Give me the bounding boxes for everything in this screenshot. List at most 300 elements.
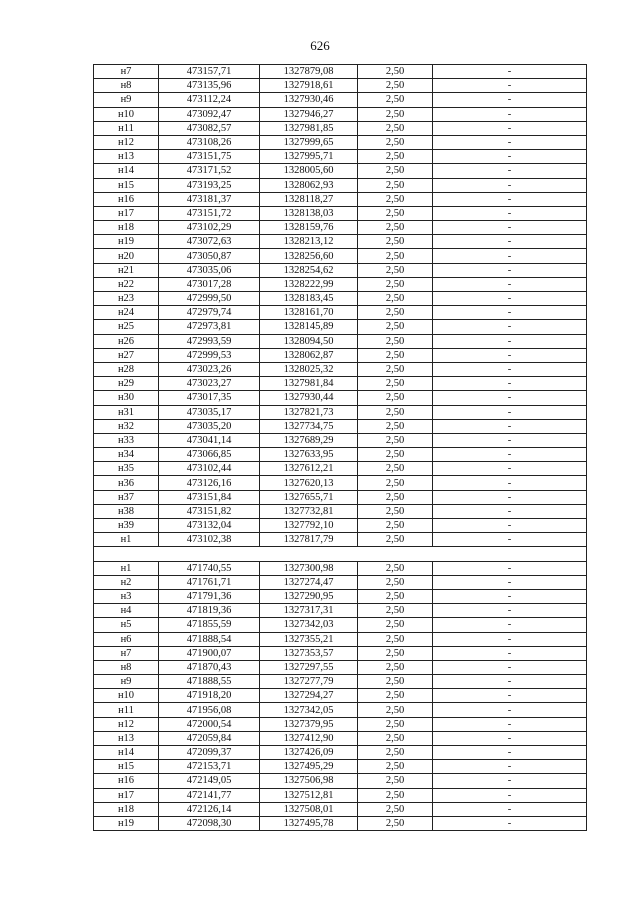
x-coordinate-cell: 473151,72 <box>159 206 260 220</box>
point-label-cell: н9 <box>94 93 159 107</box>
table-row <box>94 519 587 533</box>
x-coordinate-cell: 472999,50 <box>159 292 260 306</box>
table-row <box>94 646 587 660</box>
x-coordinate-cell: 473050,87 <box>159 249 260 263</box>
table-row <box>94 433 587 447</box>
accuracy-cell: 2,50 <box>358 433 433 447</box>
point-label-cell: н13 <box>94 731 159 745</box>
x-coordinate-cell: 473132,04 <box>159 519 260 533</box>
point-label-cell: н27 <box>94 348 159 362</box>
y-coordinate-cell: 1327355,21 <box>260 632 358 646</box>
accuracy-cell: 2,50 <box>358 93 433 107</box>
point-label-cell: н34 <box>94 448 159 462</box>
table-row <box>94 334 587 348</box>
note-cell: - <box>433 192 587 206</box>
x-coordinate-cell: 473151,82 <box>159 504 260 518</box>
point-label-cell: н12 <box>94 717 159 731</box>
table-row <box>94 192 587 206</box>
x-coordinate-cell: 473151,84 <box>159 490 260 504</box>
accuracy-cell: 2,50 <box>358 703 433 717</box>
point-label-cell: н21 <box>94 263 159 277</box>
accuracy-cell: 2,50 <box>358 164 433 178</box>
x-coordinate-cell: 473035,06 <box>159 263 260 277</box>
accuracy-cell: 2,50 <box>358 405 433 419</box>
table-body <box>94 65 587 831</box>
x-coordinate-cell: 471888,54 <box>159 632 260 646</box>
note-cell: - <box>433 561 587 575</box>
table-row <box>94 632 587 646</box>
y-coordinate-cell: 1327379,95 <box>260 717 358 731</box>
table-row <box>94 816 587 830</box>
accuracy-cell: 2,50 <box>358 419 433 433</box>
y-coordinate-cell: 1327999,65 <box>260 135 358 149</box>
accuracy-cell: 2,50 <box>358 320 433 334</box>
table-row <box>94 93 587 107</box>
y-coordinate-cell: 1327342,05 <box>260 703 358 717</box>
note-cell: - <box>433 419 587 433</box>
point-label-cell: н7 <box>94 65 159 79</box>
x-coordinate-cell: 472099,37 <box>159 746 260 760</box>
y-coordinate-cell: 1328161,70 <box>260 306 358 320</box>
x-coordinate-cell: 471740,55 <box>159 561 260 575</box>
accuracy-cell: 2,50 <box>358 334 433 348</box>
table-row <box>94 533 587 547</box>
note-cell: - <box>433 490 587 504</box>
accuracy-cell: 2,50 <box>358 277 433 291</box>
x-coordinate-cell: 473126,16 <box>159 476 260 490</box>
table-row <box>94 221 587 235</box>
point-label-cell: н3 <box>94 589 159 603</box>
note-cell: - <box>433 448 587 462</box>
note-cell: - <box>433 135 587 149</box>
y-coordinate-cell: 1327946,27 <box>260 107 358 121</box>
point-label-cell: н39 <box>94 519 159 533</box>
note-cell: - <box>433 618 587 632</box>
y-coordinate-cell: 1327612,21 <box>260 462 358 476</box>
note-cell: - <box>433 433 587 447</box>
note-cell: - <box>433 405 587 419</box>
note-cell: - <box>433 788 587 802</box>
accuracy-cell: 2,50 <box>358 448 433 462</box>
accuracy-cell: 2,50 <box>358 476 433 490</box>
y-coordinate-cell: 1327274,47 <box>260 575 358 589</box>
accuracy-cell: 2,50 <box>358 802 433 816</box>
note-cell: - <box>433 391 587 405</box>
y-coordinate-cell: 1327495,29 <box>260 760 358 774</box>
table-row <box>94 604 587 618</box>
note-cell: - <box>433 263 587 277</box>
y-coordinate-cell: 1327732,81 <box>260 504 358 518</box>
table-row <box>94 107 587 121</box>
y-coordinate-cell: 1328094,50 <box>260 334 358 348</box>
point-label-cell: н20 <box>94 249 159 263</box>
note-cell: - <box>433 206 587 220</box>
y-coordinate-cell: 1327506,98 <box>260 774 358 788</box>
table-row <box>94 717 587 731</box>
x-coordinate-cell: 472153,71 <box>159 760 260 774</box>
note-cell: - <box>433 164 587 178</box>
table-row <box>94 121 587 135</box>
y-coordinate-cell: 1328222,99 <box>260 277 358 291</box>
accuracy-cell: 2,50 <box>358 646 433 660</box>
point-label-cell: н4 <box>94 604 159 618</box>
y-coordinate-cell: 1327412,90 <box>260 731 358 745</box>
note-cell: - <box>433 731 587 745</box>
y-coordinate-cell: 1327426,09 <box>260 746 358 760</box>
accuracy-cell: 2,50 <box>358 746 433 760</box>
point-label-cell: н16 <box>94 774 159 788</box>
x-coordinate-cell: 471855,59 <box>159 618 260 632</box>
point-label-cell: н25 <box>94 320 159 334</box>
accuracy-cell: 2,50 <box>358 717 433 731</box>
note-cell: - <box>433 589 587 603</box>
point-label-cell: н18 <box>94 221 159 235</box>
note-cell: - <box>433 348 587 362</box>
point-label-cell: н6 <box>94 632 159 646</box>
table-row <box>94 320 587 334</box>
note-cell: - <box>433 660 587 674</box>
x-coordinate-cell: 473171,52 <box>159 164 260 178</box>
y-coordinate-cell: 1327930,44 <box>260 391 358 405</box>
table-row <box>94 405 587 419</box>
table-row <box>94 448 587 462</box>
accuracy-cell: 2,50 <box>358 519 433 533</box>
note-cell: - <box>433 774 587 788</box>
table-row <box>94 419 587 433</box>
accuracy-cell: 2,50 <box>358 816 433 830</box>
x-coordinate-cell: 471900,07 <box>159 646 260 660</box>
note-cell: - <box>433 646 587 660</box>
y-coordinate-cell: 1328062,87 <box>260 348 358 362</box>
y-coordinate-cell: 1327655,71 <box>260 490 358 504</box>
point-label-cell: н7 <box>94 646 159 660</box>
x-coordinate-cell: 473082,57 <box>159 121 260 135</box>
point-label-cell: н29 <box>94 377 159 391</box>
table-row <box>94 263 587 277</box>
point-label-cell: н37 <box>94 490 159 504</box>
accuracy-cell: 2,50 <box>358 731 433 745</box>
y-coordinate-cell: 1328062,93 <box>260 178 358 192</box>
y-coordinate-cell: 1327930,46 <box>260 93 358 107</box>
x-coordinate-cell: 471870,43 <box>159 660 260 674</box>
point-label-cell: н23 <box>94 292 159 306</box>
x-coordinate-cell: 471918,20 <box>159 689 260 703</box>
y-coordinate-cell: 1327294,27 <box>260 689 358 703</box>
accuracy-cell: 2,50 <box>358 788 433 802</box>
accuracy-cell: 2,50 <box>358 135 433 149</box>
x-coordinate-cell: 473072,63 <box>159 235 260 249</box>
accuracy-cell: 2,50 <box>358 249 433 263</box>
point-label-cell: н15 <box>94 178 159 192</box>
coordinates-table <box>93 64 587 831</box>
y-coordinate-cell: 1327512,81 <box>260 788 358 802</box>
table-row <box>94 703 587 717</box>
x-coordinate-cell: 472149,05 <box>159 774 260 788</box>
note-cell: - <box>433 816 587 830</box>
table-separator-row <box>94 547 587 561</box>
note-cell: - <box>433 533 587 547</box>
x-coordinate-cell: 473193,25 <box>159 178 260 192</box>
x-coordinate-cell: 472098,30 <box>159 816 260 830</box>
point-label-cell: н19 <box>94 235 159 249</box>
table-row <box>94 135 587 149</box>
table-row <box>94 476 587 490</box>
y-coordinate-cell: 1327508,01 <box>260 802 358 816</box>
note-cell: - <box>433 519 587 533</box>
point-label-cell: н10 <box>94 107 159 121</box>
x-coordinate-cell: 473023,26 <box>159 362 260 376</box>
point-label-cell: н2 <box>94 575 159 589</box>
point-label-cell: н36 <box>94 476 159 490</box>
note-cell: - <box>433 235 587 249</box>
x-coordinate-cell: 473066,85 <box>159 448 260 462</box>
accuracy-cell: 2,50 <box>358 462 433 476</box>
x-coordinate-cell: 473035,20 <box>159 419 260 433</box>
point-label-cell: н12 <box>94 135 159 149</box>
accuracy-cell: 2,50 <box>358 192 433 206</box>
point-label-cell: н9 <box>94 675 159 689</box>
accuracy-cell: 2,50 <box>358 150 433 164</box>
table-row <box>94 802 587 816</box>
accuracy-cell: 2,50 <box>358 391 433 405</box>
point-label-cell: н26 <box>94 334 159 348</box>
point-label-cell: н11 <box>94 703 159 717</box>
accuracy-cell: 2,50 <box>358 760 433 774</box>
y-coordinate-cell: 1327817,79 <box>260 533 358 547</box>
accuracy-cell: 2,50 <box>358 675 433 689</box>
point-label-cell: н19 <box>94 816 159 830</box>
x-coordinate-cell: 473092,47 <box>159 107 260 121</box>
note-cell: - <box>433 476 587 490</box>
point-label-cell: н13 <box>94 150 159 164</box>
note-cell: - <box>433 221 587 235</box>
accuracy-cell: 2,50 <box>358 79 433 93</box>
y-coordinate-cell: 1328005,60 <box>260 164 358 178</box>
table-row <box>94 249 587 263</box>
accuracy-cell: 2,50 <box>358 774 433 788</box>
point-label-cell: н5 <box>94 618 159 632</box>
point-label-cell: н17 <box>94 206 159 220</box>
note-cell: - <box>433 121 587 135</box>
y-coordinate-cell: 1327821,73 <box>260 405 358 419</box>
point-label-cell: н1 <box>94 561 159 575</box>
table-row <box>94 589 587 603</box>
note-cell: - <box>433 760 587 774</box>
point-label-cell: н14 <box>94 746 159 760</box>
table-row <box>94 348 587 362</box>
accuracy-cell: 2,50 <box>358 263 433 277</box>
point-label-cell: н38 <box>94 504 159 518</box>
accuracy-cell: 2,50 <box>358 689 433 703</box>
note-cell: - <box>433 746 587 760</box>
x-coordinate-cell: 472993,59 <box>159 334 260 348</box>
accuracy-cell: 2,50 <box>358 306 433 320</box>
note-cell: - <box>433 107 587 121</box>
table-row <box>94 675 587 689</box>
y-coordinate-cell: 1328118,27 <box>260 192 358 206</box>
y-coordinate-cell: 1328025,32 <box>260 362 358 376</box>
point-label-cell: н1 <box>94 533 159 547</box>
note-cell: - <box>433 689 587 703</box>
x-coordinate-cell: 472999,53 <box>159 348 260 362</box>
table-row <box>94 504 587 518</box>
point-label-cell: н30 <box>94 391 159 405</box>
point-label-cell: н15 <box>94 760 159 774</box>
table-row <box>94 277 587 291</box>
y-coordinate-cell: 1327495,78 <box>260 816 358 830</box>
point-label-cell: н8 <box>94 660 159 674</box>
table-row <box>94 746 587 760</box>
y-coordinate-cell: 1327734,75 <box>260 419 358 433</box>
note-cell: - <box>433 604 587 618</box>
y-coordinate-cell: 1328145,89 <box>260 320 358 334</box>
accuracy-cell: 2,50 <box>358 235 433 249</box>
y-coordinate-cell: 1328159,76 <box>260 221 358 235</box>
y-coordinate-cell: 1327342,03 <box>260 618 358 632</box>
x-coordinate-cell: 472973,81 <box>159 320 260 334</box>
y-coordinate-cell: 1327300,98 <box>260 561 358 575</box>
note-cell: - <box>433 377 587 391</box>
note-cell: - <box>433 675 587 689</box>
point-label-cell: н31 <box>94 405 159 419</box>
accuracy-cell: 2,50 <box>358 604 433 618</box>
note-cell: - <box>433 306 587 320</box>
x-coordinate-cell: 471956,08 <box>159 703 260 717</box>
accuracy-cell: 2,50 <box>358 65 433 79</box>
note-cell: - <box>433 504 587 518</box>
accuracy-cell: 2,50 <box>358 178 433 192</box>
x-coordinate-cell: 472000,54 <box>159 717 260 731</box>
accuracy-cell: 2,50 <box>358 490 433 504</box>
x-coordinate-cell: 473108,26 <box>159 135 260 149</box>
x-coordinate-cell: 473102,44 <box>159 462 260 476</box>
y-coordinate-cell: 1327297,55 <box>260 660 358 674</box>
table-row <box>94 377 587 391</box>
point-label-cell: н17 <box>94 788 159 802</box>
note-cell: - <box>433 93 587 107</box>
x-coordinate-cell: 473035,17 <box>159 405 260 419</box>
x-coordinate-cell: 473157,71 <box>159 65 260 79</box>
y-coordinate-cell: 1327995,71 <box>260 150 358 164</box>
x-coordinate-cell: 473041,14 <box>159 433 260 447</box>
y-coordinate-cell: 1328256,60 <box>260 249 358 263</box>
point-label-cell: н18 <box>94 802 159 816</box>
accuracy-cell: 2,50 <box>358 107 433 121</box>
x-coordinate-cell: 473151,75 <box>159 150 260 164</box>
y-coordinate-cell: 1327290,95 <box>260 589 358 603</box>
table-row <box>94 65 587 79</box>
accuracy-cell: 2,50 <box>358 377 433 391</box>
y-coordinate-cell: 1327689,29 <box>260 433 358 447</box>
y-coordinate-cell: 1327633,95 <box>260 448 358 462</box>
y-coordinate-cell: 1327620,13 <box>260 476 358 490</box>
accuracy-cell: 2,50 <box>358 632 433 646</box>
table-row <box>94 575 587 589</box>
separator-cell <box>94 547 587 561</box>
accuracy-cell: 2,50 <box>358 618 433 632</box>
point-label-cell: н22 <box>94 277 159 291</box>
point-label-cell: н32 <box>94 419 159 433</box>
note-cell: - <box>433 65 587 79</box>
table-row <box>94 306 587 320</box>
x-coordinate-cell: 471888,55 <box>159 675 260 689</box>
x-coordinate-cell: 473023,27 <box>159 377 260 391</box>
point-label-cell: н33 <box>94 433 159 447</box>
table-row <box>94 618 587 632</box>
table-row <box>94 561 587 575</box>
point-label-cell: н14 <box>94 164 159 178</box>
note-cell: - <box>433 462 587 476</box>
table-row <box>94 206 587 220</box>
note-cell: - <box>433 362 587 376</box>
table-row <box>94 731 587 745</box>
point-label-cell: н8 <box>94 79 159 93</box>
note-cell: - <box>433 717 587 731</box>
table-row <box>94 774 587 788</box>
y-coordinate-cell: 1327792,10 <box>260 519 358 533</box>
point-label-cell: н10 <box>94 689 159 703</box>
note-cell: - <box>433 277 587 291</box>
table-row <box>94 760 587 774</box>
accuracy-cell: 2,50 <box>358 561 433 575</box>
y-coordinate-cell: 1327317,31 <box>260 604 358 618</box>
x-coordinate-cell: 473102,38 <box>159 533 260 547</box>
x-coordinate-cell: 471819,36 <box>159 604 260 618</box>
accuracy-cell: 2,50 <box>358 504 433 518</box>
table-row <box>94 362 587 376</box>
accuracy-cell: 2,50 <box>358 362 433 376</box>
table-row <box>94 79 587 93</box>
y-coordinate-cell: 1328183,45 <box>260 292 358 306</box>
table-row <box>94 391 587 405</box>
accuracy-cell: 2,50 <box>358 660 433 674</box>
note-cell: - <box>433 150 587 164</box>
table-row <box>94 150 587 164</box>
table-row <box>94 788 587 802</box>
x-coordinate-cell: 472126,14 <box>159 802 260 816</box>
x-coordinate-cell: 471761,71 <box>159 575 260 589</box>
x-coordinate-cell: 472979,74 <box>159 306 260 320</box>
x-coordinate-cell: 472141,77 <box>159 788 260 802</box>
y-coordinate-cell: 1327879,08 <box>260 65 358 79</box>
accuracy-cell: 2,50 <box>358 292 433 306</box>
accuracy-cell: 2,50 <box>358 533 433 547</box>
table-row <box>94 235 587 249</box>
y-coordinate-cell: 1327981,85 <box>260 121 358 135</box>
x-coordinate-cell: 471791,36 <box>159 589 260 603</box>
note-cell: - <box>433 178 587 192</box>
note-cell: - <box>433 79 587 93</box>
y-coordinate-cell: 1328254,62 <box>260 263 358 277</box>
x-coordinate-cell: 473102,29 <box>159 221 260 235</box>
table-row <box>94 462 587 476</box>
table-row <box>94 164 587 178</box>
point-label-cell: н16 <box>94 192 159 206</box>
accuracy-cell: 2,50 <box>358 589 433 603</box>
x-coordinate-cell: 473181,37 <box>159 192 260 206</box>
table-row <box>94 689 587 703</box>
point-label-cell: н24 <box>94 306 159 320</box>
x-coordinate-cell: 473017,35 <box>159 391 260 405</box>
accuracy-cell: 2,50 <box>358 206 433 220</box>
note-cell: - <box>433 249 587 263</box>
y-coordinate-cell: 1327981,84 <box>260 377 358 391</box>
point-label-cell: н11 <box>94 121 159 135</box>
table-row <box>94 490 587 504</box>
accuracy-cell: 2,50 <box>358 348 433 362</box>
y-coordinate-cell: 1327353,57 <box>260 646 358 660</box>
x-coordinate-cell: 473017,28 <box>159 277 260 291</box>
